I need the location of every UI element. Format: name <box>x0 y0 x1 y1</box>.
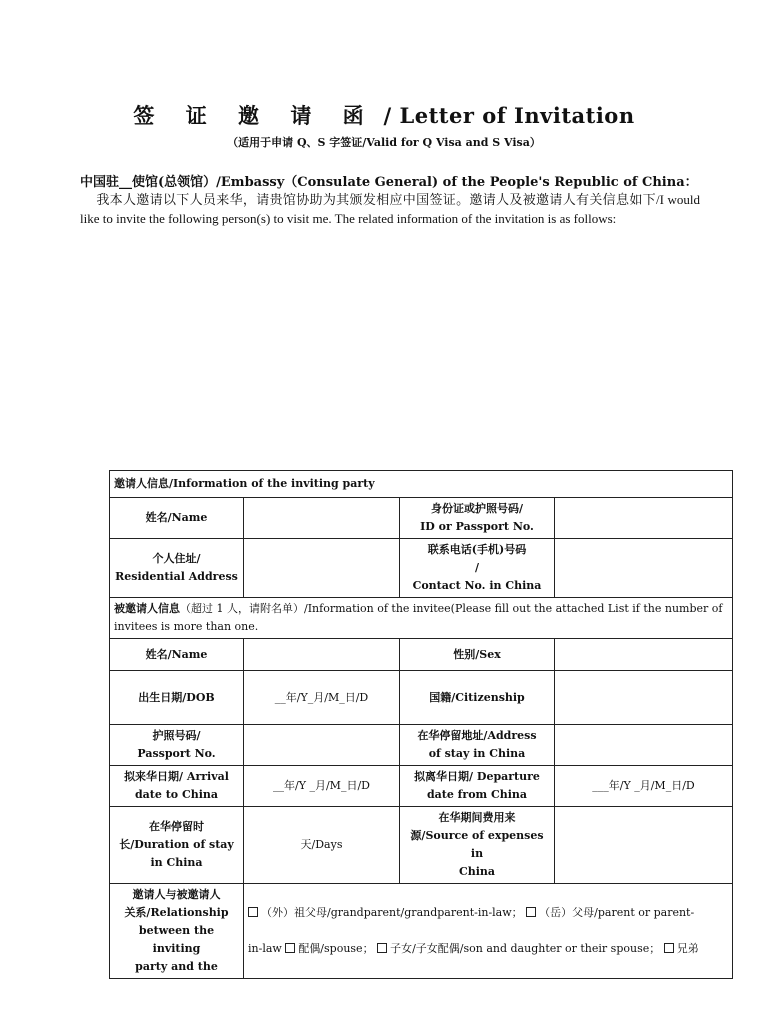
intro-paragraph <box>80 190 700 228</box>
invitee-departure-field[interactable]: ___年/Y _月/M_日/D <box>555 766 733 807</box>
relationship-options <box>244 884 733 979</box>
invitee-duration-label-line3: in China <box>150 856 203 869</box>
inviter-name-label: 姓名/Name <box>110 498 244 539</box>
invitee-header <box>110 598 733 639</box>
inviter-id-label <box>400 498 555 539</box>
title-separator: / <box>383 103 392 128</box>
inviter-id-field[interactable] <box>555 498 733 539</box>
checkbox-grandparent[interactable] <box>248 907 258 917</box>
invitee-expense-label <box>400 807 555 884</box>
invitee-passport-label-line1: 护照号码/ <box>152 729 201 742</box>
page-title <box>0 100 768 130</box>
relationship-label-line2: 关系/Relationship <box>124 906 229 919</box>
option-sibling: 兄弟 <box>676 942 699 955</box>
relationship-label-line1: 邀请人与被邀请人 <box>132 888 221 901</box>
invitee-citizenship-field[interactable] <box>555 671 733 725</box>
checkbox-parent[interactable] <box>526 907 536 917</box>
invitee-expense-label-line3: China <box>458 865 496 878</box>
invitee-expense-label-line2: 源/Source of expenses in <box>410 829 544 860</box>
invitee-stay-address-label <box>400 725 555 766</box>
invitee-header-bold: 被邀请人信息 <box>114 602 180 615</box>
addressee-line: 中国驻__使馆(总领馆）/Embassy（Consulate General) of the People's Republic of China： <box>80 175 698 190</box>
inviter-address-field[interactable] <box>244 539 400 598</box>
invitee-arrival-label-line1: 拟来华日期/ Arrival <box>124 770 229 783</box>
inviter-address-label-line2: Residential Address <box>115 570 238 583</box>
checkbox-spouse[interactable] <box>285 943 295 953</box>
inviter-name-field[interactable] <box>244 498 400 539</box>
invitee-passport-field[interactable] <box>244 725 400 766</box>
invitee-citizenship-label: 国籍/Citizenship <box>400 671 555 725</box>
inviter-id-label-line2: ID or Passport No. <box>420 520 534 533</box>
invitee-departure-label <box>400 766 555 807</box>
inviter-phone-label-line1: 联系电话(手机)号码 <box>427 543 527 556</box>
title-chinese: 签 证 邀 请 函 <box>133 104 376 128</box>
invitee-expense-label-line1: 在华期间费用来 <box>438 811 516 824</box>
invitee-passport-label-line2: Passport No. <box>137 747 216 760</box>
inviter-address-label <box>110 539 244 598</box>
checkbox-sibling[interactable] <box>664 943 674 953</box>
checkbox-child[interactable] <box>377 943 387 953</box>
inviting-party-header: 邀请人信息/Information of the inviting party <box>110 471 733 498</box>
option-grandparent: （外）祖父母/grandparent/grandparent-in-law； <box>261 906 523 919</box>
inviter-phone-label <box>400 539 555 598</box>
invitee-sex-label: 性别/Sex <box>400 639 555 671</box>
invitee-stay-address-field[interactable] <box>555 725 733 766</box>
invitee-stay-address-label-line1: 在华停留地址/Address <box>417 729 537 742</box>
title-english: Letter of Invitation <box>399 103 635 128</box>
invitee-duration-label-line1: 在华停留时 <box>149 820 204 833</box>
inviter-address-label-line1: 个人住址/ <box>152 552 201 565</box>
invitee-stay-address-label-line2: of stay in China <box>428 747 526 760</box>
invitee-arrival-field[interactable]: __年/Y _月/M_日/D <box>244 766 400 807</box>
invitee-name-field[interactable] <box>244 639 400 671</box>
invitee-arrival-label <box>110 766 244 807</box>
page-subtitle: （适用于申请 Q、S 字签证/Valid for Q Visa and S Visa） <box>227 136 541 149</box>
relationship-label-line3: between the inviting <box>138 924 215 955</box>
inviter-id-label-line1: 身份证或护照号码/ <box>430 502 524 515</box>
invitation-form-table <box>109 470 733 979</box>
option-parent: （岳）父母/parent or parent- <box>539 906 695 919</box>
inviter-phone-label-line3: Contact No. in China <box>412 579 542 592</box>
option-spouse: 配偶/spouse； <box>298 942 374 955</box>
invitee-departure-label-line1: 拟离华日期/ Departure <box>414 770 540 783</box>
invitee-duration-label-line2: 长/Duration of stay <box>119 838 234 851</box>
invitee-dob-field[interactable]: __年/Y_月/M_日/D <box>244 671 400 725</box>
invitee-header-rest: （超过 1 人，请附名单）/Information of the invitee(Please fill out the attached List if the number of invitees is more than one. <box>114 602 723 633</box>
relationship-label-line4: party and the <box>135 960 218 973</box>
invitee-sex-field[interactable] <box>555 639 733 671</box>
inviter-phone-field[interactable] <box>555 539 733 598</box>
relationship-label <box>110 884 244 979</box>
invitee-name-label: 姓名/Name <box>110 639 244 671</box>
invitee-arrival-label-line2: date to China <box>134 788 219 801</box>
invitee-duration-label <box>110 807 244 884</box>
option-parent-continued: in-law <box>248 942 282 955</box>
invitee-expense-field[interactable] <box>555 807 733 884</box>
invitee-duration-field[interactable]: 天/Days <box>244 807 400 884</box>
option-child: 子女/子女配偶/son and daughter or their spouse； <box>390 942 661 955</box>
invitee-passport-label <box>110 725 244 766</box>
intro-text: 我本人邀请以下人员来华，请贵馆协助为其颁发相应中国签证。邀请人及被邀请人有关信息如下/I would like to invite the following person(s) to visit me. The related information of the invitation is as follows: <box>80 192 700 226</box>
inviter-phone-label-line2: / <box>474 561 480 574</box>
invitee-dob-label: 出生日期/DOB <box>110 671 244 725</box>
invitee-departure-label-line2: date from China <box>426 788 528 801</box>
